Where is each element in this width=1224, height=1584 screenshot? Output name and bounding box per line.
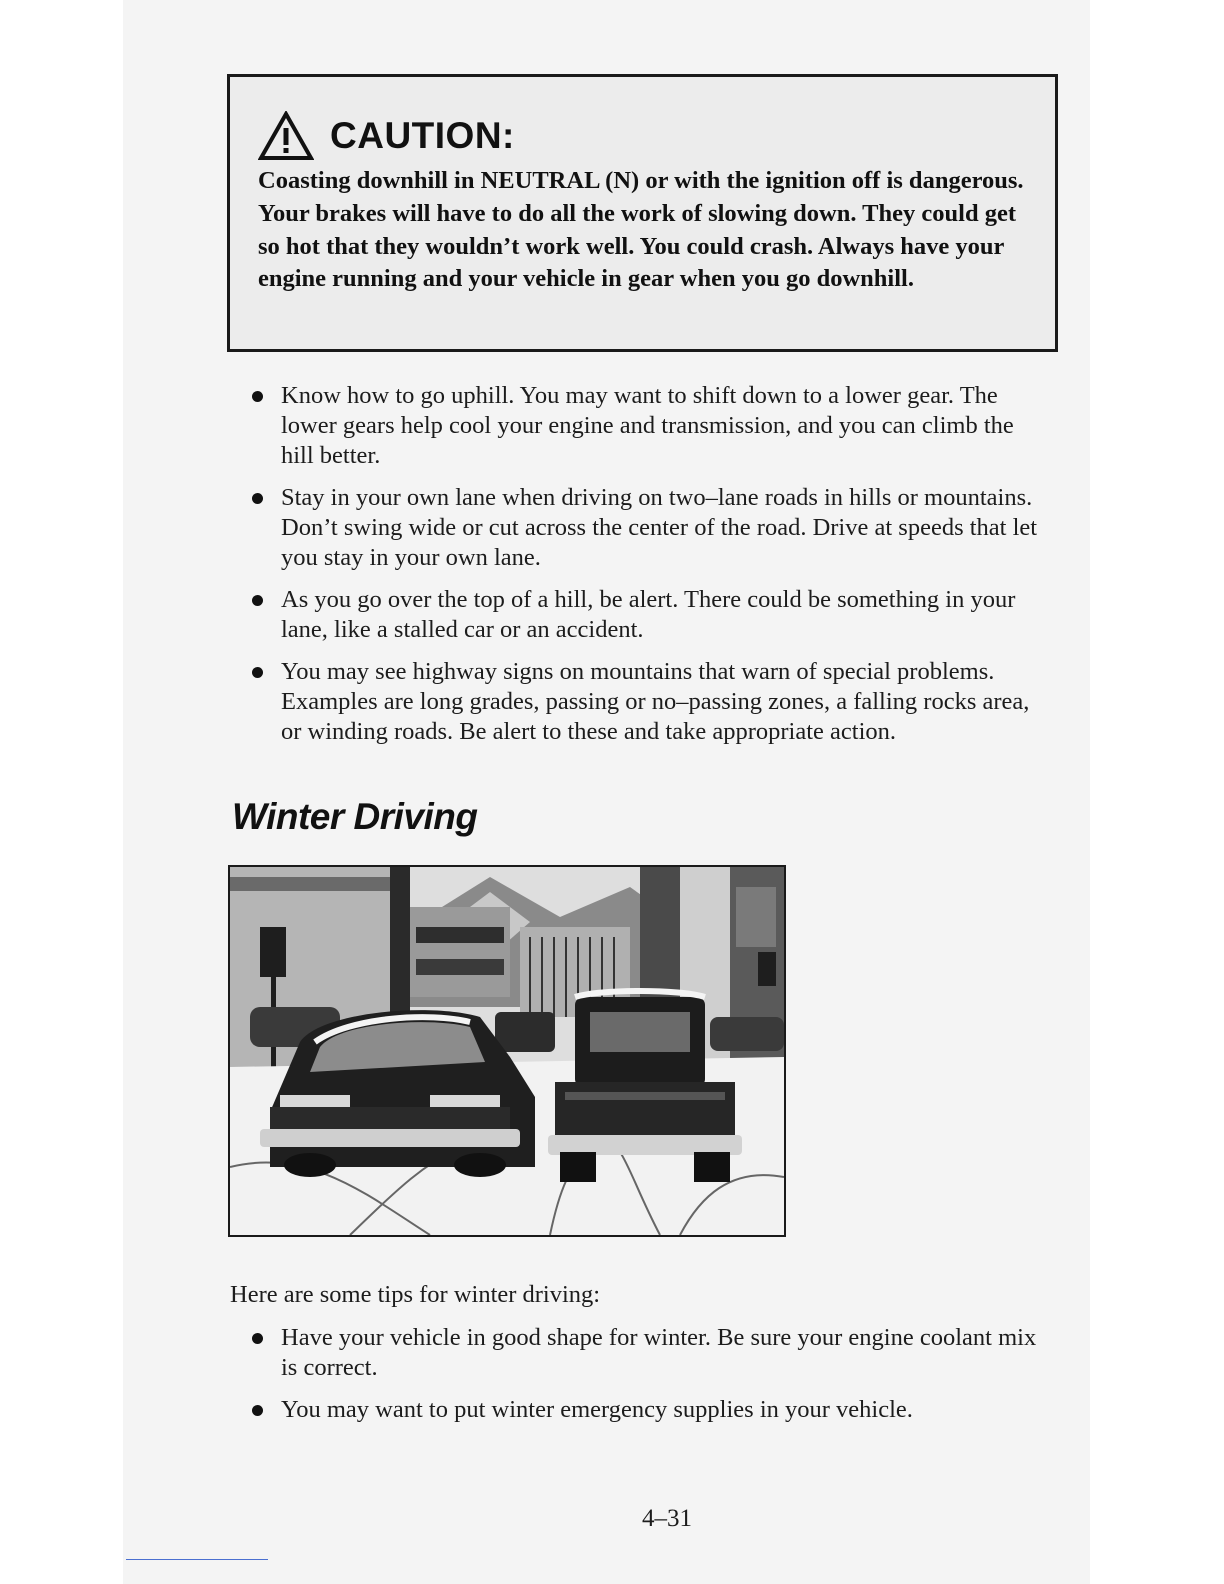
list-item <box>248 483 1048 573</box>
warning-triangle-icon <box>258 111 314 161</box>
caution-title: CAUTION: <box>330 115 515 156</box>
winter-driving-illustration <box>228 865 786 1237</box>
caution-text: Coasting downhill in NEUTRAL (N) or with the ignition off is dangerous. Your brakes will have to do all the work of slowing down. They could get so hot that they wouldn’t work well. You could crash. Always have your engine running and your vehicle in gear when you go downhill. <box>258 167 1024 293</box>
list-item-text: Know how to go uphill. You may want to shift down to a lower gear. The lower gears help cool your engine and transmission, and you can climb the hill better. <box>281 382 1014 469</box>
list-item <box>248 381 1048 471</box>
bullet-icon <box>252 595 263 606</box>
list-item <box>248 585 1048 645</box>
bullet-icon <box>252 1405 263 1416</box>
caution-box <box>227 74 1058 352</box>
winter-street-drawing <box>230 867 784 1235</box>
winter-intro-text: Here are some tips for winter driving: <box>230 1281 601 1308</box>
bullet-icon <box>252 493 263 504</box>
hill-tips-list <box>248 381 1048 759</box>
page-number: 4–31 <box>642 1505 692 1532</box>
list-item <box>248 1323 1048 1383</box>
list-item-text: You may want to put winter emergency supplies in your vehicle. <box>281 1396 913 1423</box>
bullet-icon <box>252 667 263 678</box>
list-item <box>248 657 1048 747</box>
list-item-text: As you go over the top of a hill, be alert. There could be something in your lane, like a stalled car or an accident. <box>281 586 1016 643</box>
list-item-text: Stay in your own lane when driving on two–lane roads in hills or mountains. Don’t swing wide or cut across the center of the road. Drive at speeds that let you stay in your own lane. <box>281 484 1038 571</box>
bottom-rule <box>126 1559 268 1560</box>
winter-tips-list <box>248 1323 1048 1437</box>
section-title: Winter Driving <box>232 796 478 837</box>
bullet-icon <box>252 391 263 402</box>
caution-heading <box>258 111 515 161</box>
list-item-text: Have your vehicle in good shape for winter. Be sure your engine coolant mix is correct. <box>281 1324 1037 1381</box>
list-item-text: You may see highway signs on mountains that warn of special problems. Examples are long grades, passing or no–passing zones, a falling rocks area, or winding roads. Be alert to these and take appropriate action. <box>281 658 1030 745</box>
list-item <box>248 1395 1048 1425</box>
bullet-icon <box>252 1333 263 1344</box>
